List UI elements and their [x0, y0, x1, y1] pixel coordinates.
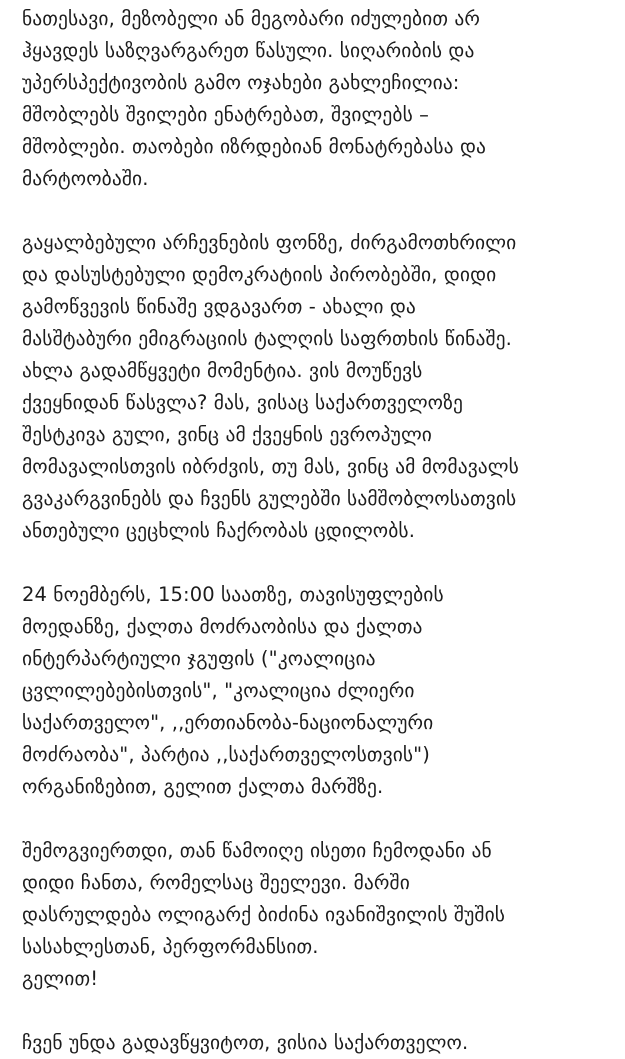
text-line: გამოწვევის წინაშე ვდგავართ - ახალი და	[22, 295, 416, 318]
text-line: მოძრაობა", პარტია ,,საქართველოსთვის")	[22, 743, 430, 766]
text-line: მშობლებს შვილები ენატრებათ, შვილებს –	[22, 103, 430, 126]
text-line: გაყალბებული არჩევნების ფონზე, ძირგამოთხრილი	[22, 231, 517, 254]
text-line: ახლა გადამწყვეტი მომენტია. ვის მოუწევს	[22, 359, 423, 382]
text-line: მარტოობაში.	[22, 167, 149, 190]
text-line: დასრულდება ოლიგარქ ბიძინა ივანიშვილის შუშის	[22, 903, 506, 926]
text-line: შემოგვიერთდი, თან წამოიღე ისეთი ჩემოდანი ან	[22, 839, 492, 862]
text-line: სასახლესთან, პერფორმანსით.	[22, 935, 319, 958]
paragraph-invitation	[22, 835, 620, 995]
text-line: ორგანიზებით, გელით ქალთა მარშზე.	[22, 775, 384, 798]
text-line: საქართველო", ,,ერთიანობა-ნაციონალური	[22, 711, 434, 734]
text-line: ქვეყნიდან წასვლა? მას, ვისაც საქართველოზე	[22, 391, 463, 414]
text-line: ნათესავი, მეზობელი ან მეგობარი იძულებით არ	[22, 7, 481, 30]
paragraph-march-details	[22, 579, 620, 803]
text-line: გელით!	[22, 967, 99, 990]
text-line: და დასუსტებული დემოკრატიის პირობებში, დიდი	[22, 263, 497, 286]
text-line: ჰყავდეს საზღვარგარეთ წასული. სიღარიბის და	[22, 39, 475, 62]
text-line: მასშტაბური ემიგრაციის ტალღის საფრთხის წინაშე.	[22, 327, 512, 350]
paragraph-closing	[22, 1027, 620, 1059]
text-line: ანთებული ცეცხლის ჩაქრობას ცდილობს.	[22, 519, 416, 542]
text-line: ინტერპარტიული ჯგუფის ("კოალიცია	[22, 647, 376, 670]
text-line: ჩვენ უნდა გადავწყვიტოთ, ვისია საქართველო.	[22, 1031, 469, 1054]
text-line: 24 ნოემბერს, 15:00 საათზე, თავისუფლების	[22, 583, 444, 606]
text-line: გვაკარგვინებს და ჩვენს გულებში სამშობლოსათვის	[22, 487, 517, 510]
text-line: შესტკივა გული, ვინც ამ ქვეყნის ევროპული	[22, 423, 433, 446]
text-line: უპერსპექტივობის გამო ოჯახები გახლეჩილია:	[22, 71, 460, 94]
text-line: მომავალისთვის იბრძვის, თუ მას, ვინც ამ მომავალს	[22, 455, 519, 478]
text-line: დიდი ჩანთა, რომელსაც შეელევი. მარში	[22, 871, 410, 894]
text-line: მოედანზე, ქალთა მოძრაობისა და ქალთა	[22, 615, 423, 638]
text-line: მშობლები. თაობები იზრდებიან მონატრებასა და	[22, 135, 486, 158]
post-body	[22, 3, 620, 1059]
text-line: ცვლილებებისთვის", "კოალიცია ძლიერი	[22, 679, 415, 702]
paragraph-emigration	[22, 227, 620, 547]
paragraph-intro	[22, 3, 620, 195]
